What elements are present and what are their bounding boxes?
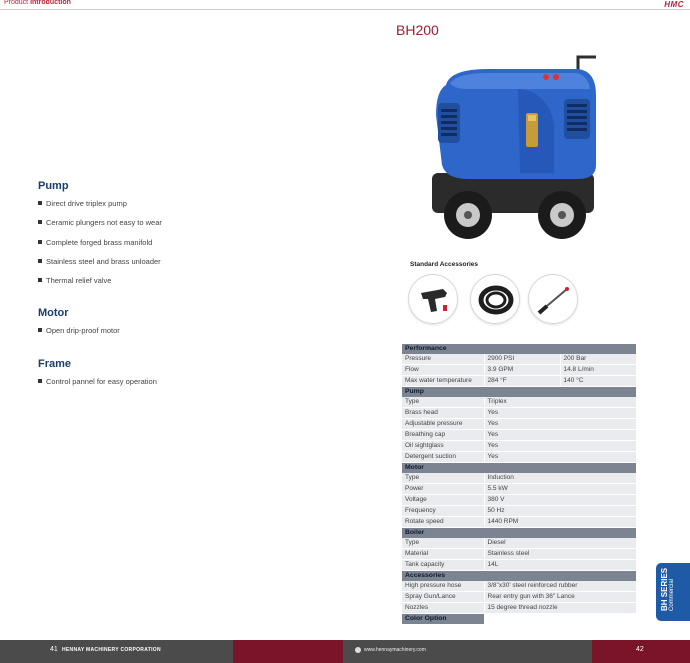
feature-heading: Pump [38, 180, 69, 192]
spec-section-header: Motor [402, 463, 636, 474]
feature-item: Control pannel for easy operation [38, 377, 338, 396]
feature-item: Open drip-proof motor [38, 326, 338, 345]
spec-row [402, 441, 636, 452]
spec-cell: High pressure hose [402, 581, 484, 592]
spec-row [402, 354, 636, 365]
spec-cell: Yes [484, 408, 636, 419]
spec-cell: 14L [484, 560, 636, 571]
spec-section-header: Performance [402, 344, 636, 354]
feature-item: Thermal relief valve [38, 276, 338, 295]
color-option-row: Color Option [402, 614, 636, 625]
spec-cell: 284 °F [484, 376, 560, 387]
spec-cell: Material [402, 549, 484, 560]
spec-cell: 1440 RPM [484, 517, 636, 528]
series-side-tab [656, 563, 690, 621]
model-title: BH200 [396, 22, 439, 38]
bullet-icon [38, 379, 42, 383]
spec-cell: Flow [402, 365, 484, 376]
bullet-icon [38, 278, 42, 282]
hose-reel-icon [470, 274, 520, 324]
spec-cell: 200 Bar [560, 354, 636, 365]
spec-cell: Voltage [402, 495, 484, 506]
bullet-icon [38, 328, 42, 332]
spec-cell: 3.9 GPM [484, 365, 560, 376]
spray-gun-icon [408, 274, 458, 324]
spec-cell: 140 °C [560, 376, 636, 387]
page-number-left: 41 [50, 646, 58, 653]
spec-cell: Type [402, 473, 484, 484]
series-label: BH SERIES [660, 567, 669, 611]
spec-cell: Yes [484, 452, 636, 463]
website: www.hennaymachinery.com [355, 647, 426, 653]
spec-row [402, 517, 636, 528]
spec-row [402, 365, 636, 376]
spec-cell: Spray Gun/Lance [402, 592, 484, 603]
spec-cell: Rear entry gun with 36" Lance [484, 592, 636, 603]
spec-section-header: Accessories [402, 571, 636, 582]
spec-cell: Power [402, 484, 484, 495]
feature-item: Ceramic plungers not easy to wear [38, 218, 338, 237]
feature-item: Complete forged brass manifold [38, 238, 338, 257]
spec-row [402, 560, 636, 571]
spec-cell: Brass head [402, 408, 484, 419]
spec-row [402, 538, 636, 549]
accessories-heading: Standard Accessories [410, 261, 479, 268]
feature-list [38, 180, 338, 408]
spec-row [402, 581, 636, 592]
section-breadcrumb: Product Introduction [4, 0, 71, 6]
globe-icon [355, 647, 361, 653]
feature-heading: Motor [38, 307, 69, 320]
feature-item: Direct drive triplex pump [38, 199, 338, 218]
spec-row [402, 430, 636, 441]
spec-cell: Stainless steel [484, 549, 636, 560]
bullet-icon [38, 240, 42, 244]
spec-cell: Triplex [484, 397, 636, 408]
spec-cell: Breathing cap [402, 430, 484, 441]
spec-row [402, 506, 636, 517]
spec-row [402, 397, 636, 408]
page-header [0, 0, 690, 10]
spec-cell: Pressure [402, 354, 484, 365]
spec-cell: Frequency [402, 506, 484, 517]
feature-group-pump [38, 180, 338, 295]
spec-cell: Type [402, 397, 484, 408]
spec-cell: Max water temperature [402, 376, 484, 387]
spec-cell: Oil sightglass [402, 441, 484, 452]
feature-group-frame [38, 358, 338, 396]
spec-cell: 5.5 kW [484, 484, 636, 495]
corporation-name: HENNAY MACHINERY CORPORATION [62, 647, 161, 653]
spec-cell: Induction [484, 473, 636, 484]
spec-row [402, 484, 636, 495]
accessories-row [408, 274, 568, 328]
spec-row [402, 452, 636, 463]
spec-row [402, 408, 636, 419]
page-footer [0, 640, 690, 663]
spec-row [402, 376, 636, 387]
pressure-washer-image [428, 55, 600, 245]
header-divider [0, 9, 690, 10]
spec-row [402, 549, 636, 560]
spec-cell: 50 Hz [484, 506, 636, 517]
spec-section-header: Boiler [402, 528, 636, 539]
lance-icon [528, 274, 578, 324]
spec-cell: Nozzles [402, 603, 484, 614]
spec-cell: 15 degree thread nozzle [484, 603, 636, 614]
spec-cell: Detergent suction [402, 452, 484, 463]
spec-row [402, 495, 636, 506]
spec-table [402, 344, 636, 624]
spec-cell: Rotate speed [402, 517, 484, 528]
feature-item: Stainless steel and brass unloader [38, 257, 338, 276]
spec-cell: Yes [484, 430, 636, 441]
spec-cell: Diesel [484, 538, 636, 549]
footer-accent-left [233, 640, 343, 663]
spec-cell: 3/8"x30' steel reinforced rubber [484, 581, 636, 592]
spec-row [402, 592, 636, 603]
spec-cell: Tank capacity [402, 560, 484, 571]
spec-row [402, 473, 636, 484]
bullet-icon [38, 220, 42, 224]
spec-row [402, 419, 636, 430]
feature-group-motor [38, 307, 338, 345]
spec-cell: Yes [484, 419, 636, 430]
spec-cell: Adjustable pressure [402, 419, 484, 430]
spec-cell: 14.8 L/min [560, 365, 636, 376]
spec-cell: 2900 PSI [484, 354, 560, 365]
page-number-right: 42 [636, 646, 644, 653]
spec-cell: Yes [484, 441, 636, 452]
bullet-icon [38, 201, 42, 205]
bullet-icon [38, 259, 42, 263]
brand-logo: HMC [664, 0, 684, 9]
category-label: Commercial [669, 578, 675, 611]
spec-row [402, 603, 636, 614]
spec-section-header: Pump [402, 387, 636, 398]
spec-cell: Type [402, 538, 484, 549]
spec-cell: 380 V [484, 495, 636, 506]
feature-heading: Frame [38, 357, 72, 370]
